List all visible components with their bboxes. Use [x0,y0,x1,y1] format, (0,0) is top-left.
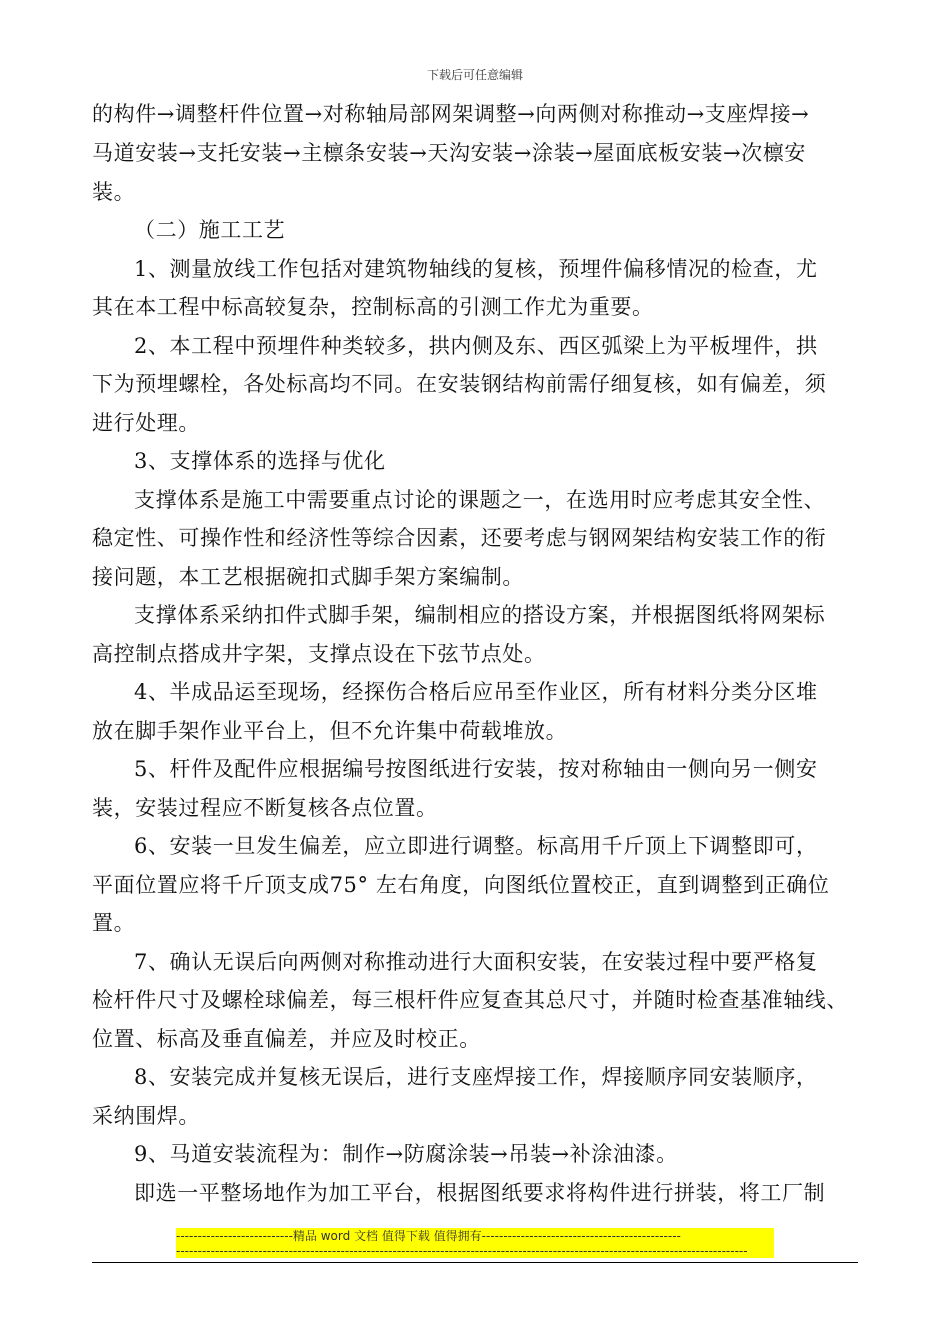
body-line: 高控制点搭成井字架，支撑点设在下弦节点处。 [92,642,546,666]
body-line: 即选一平整场地作为加工平台，根据图纸要求将构件进行拼装，将工厂制 [134,1181,826,1205]
body-line: 检杆件尺寸及螺栓球偏差，每三根杆件应复查其总尺寸，并随时检查基准轴线、 [92,988,848,1012]
body-line: 8、安装完成并复核无误后，进行支座焊接工作，焊接顺序同安装顺序， [134,1065,818,1089]
body-line: 下为预埋螺栓，各处标高均不同。在安装钢结构前需仔细复核，如有偏差，须 [92,372,827,396]
body-line: 装，安装过程应不断复核各点位置。 [92,796,438,820]
footer-banner-text: ---------------------------精品 word 文档 值得下载 值得拥有---------------------------------------------- [176,1229,681,1243]
body-line: 7、确认无误后向两侧对称推动进行大面积安装，在安装过程中要严格复 [134,950,818,974]
body-line: 5、杆件及配件应根据编号按图纸进行安装，按对称轴由一侧向另一侧安 [134,757,818,781]
body-line: 装。 [92,180,136,204]
body-line: 3、支撑体系的选择与优化 [134,449,386,473]
body-line: 稳定性、可操作性和经济性等综合因素，还要考虑与钢网架结构安装工作的衔 [92,526,827,550]
footer-rule [92,1262,858,1263]
body-line: 置。 [92,911,136,935]
body-line: 1、测量放线工作包括对建筑物轴线的复核，预埋件偏移情况的检查，尤 [134,257,818,281]
body-line: 马道安装→支托安装→主檩条安装→天沟安装→涂装→屋面底板安装→次檩安 [92,141,806,165]
body-line: 的构件→调整杆件位置→对称轴局部网架调整→向两侧对称推动→支座焊接→ [92,102,810,126]
body-line: 6、安装一旦发生偏差，应立即进行调整。标高用千斤顶上下调整即可， [134,834,818,858]
body-line: 2、本工程中预埋件种类较多，拱内侧及东、西区弧梁上为平板埋件，拱 [134,334,818,358]
body-line: 4、半成品运至现场，经探伤合格后应吊至作业区，所有材料分类分区堆 [134,680,818,704]
body-line: 进行处理。 [92,411,200,435]
body-line: 采纳围焊。 [92,1104,200,1128]
body-line: 支撑体系采纳扣件式脚手架，编制相应的搭设方案，并根据图纸将网架标 [134,603,826,627]
section-heading: （二）施工工艺 [134,218,286,242]
body-line: 其在本工程中标高较复杂，控制标高的引测工作尤为重要。 [92,295,654,319]
body-line: 支撑体系是施工中需要重点讨论的课题之一，在选用时应考虑其安全性、 [134,488,826,512]
body-line: 接问题，本工艺根据碗扣式脚手架方案编制。 [92,565,524,589]
page-header-note: 下载后可任意编辑 [426,68,523,82]
body-line: 位置、标高及垂直偏差，并应及时校正。 [92,1027,481,1051]
body-line: 9、马道安装流程为：制作→防腐涂装→吊装→补涂油漆。 [134,1142,678,1166]
body-line: 平面位置应将千斤顶支成75° 左右角度，向图纸位置校正，直到调整到正确位 [92,873,830,897]
footer-dash-line: ------------------------------------------------------------------------------------------------------------------------------------ [176,1244,748,1258]
body-line: 放在脚手架作业平台上，但不允许集中荷载堆放。 [92,719,568,743]
